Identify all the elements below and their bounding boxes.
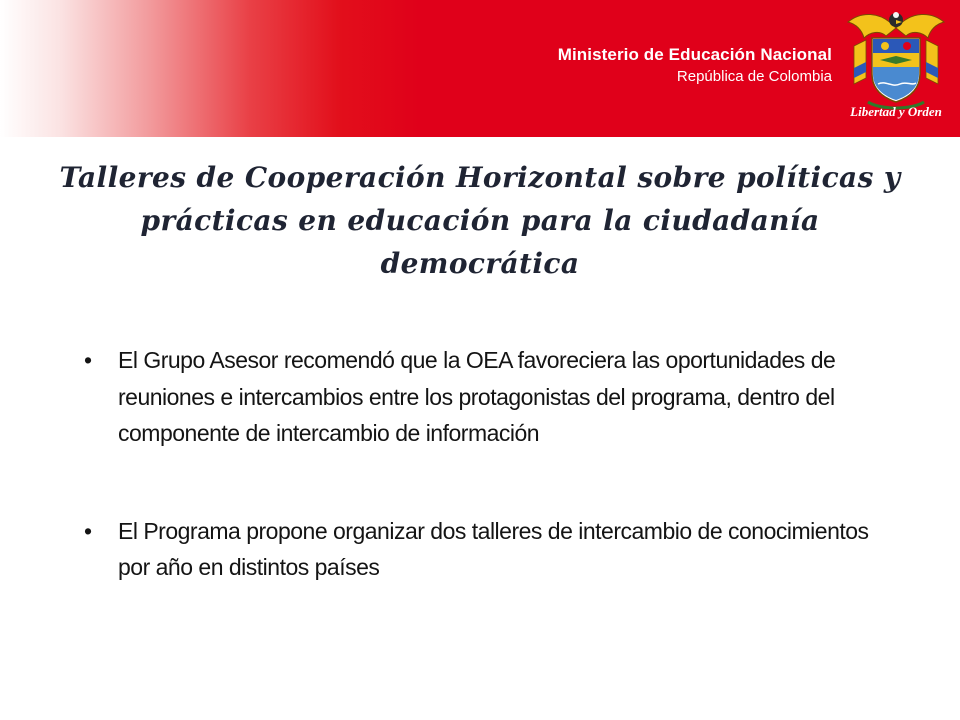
bullet-text: El Programa propone organizar dos talleres de intercambio de conocimientos por año en distintos países — [118, 517, 869, 580]
country-name: República de Colombia — [676, 68, 832, 85]
header-band — [0, 0, 960, 137]
bullet-item — [84, 513, 874, 586]
bullet-list — [84, 342, 874, 586]
bullet-marker: • — [84, 517, 92, 544]
slide-title: Talleres de Cooperación Horizontal sobre políticas y prácticas en educación para la ciudadanía democrática — [59, 161, 901, 280]
bullet-text: El Grupo Asesor recomendó que la OEA favoreciera las oportunidades de reuniones e intercambios entre los protagonistas del programa, dentro del componente de intercambio de información — [118, 347, 836, 446]
ministry-block — [558, 44, 832, 88]
motto: Libertad y Orden — [850, 104, 942, 119]
ministry-name: Ministerio de Educación Nacional — [557, 45, 832, 64]
bullet-item — [84, 342, 874, 452]
bullet-marker: • — [84, 347, 92, 373]
